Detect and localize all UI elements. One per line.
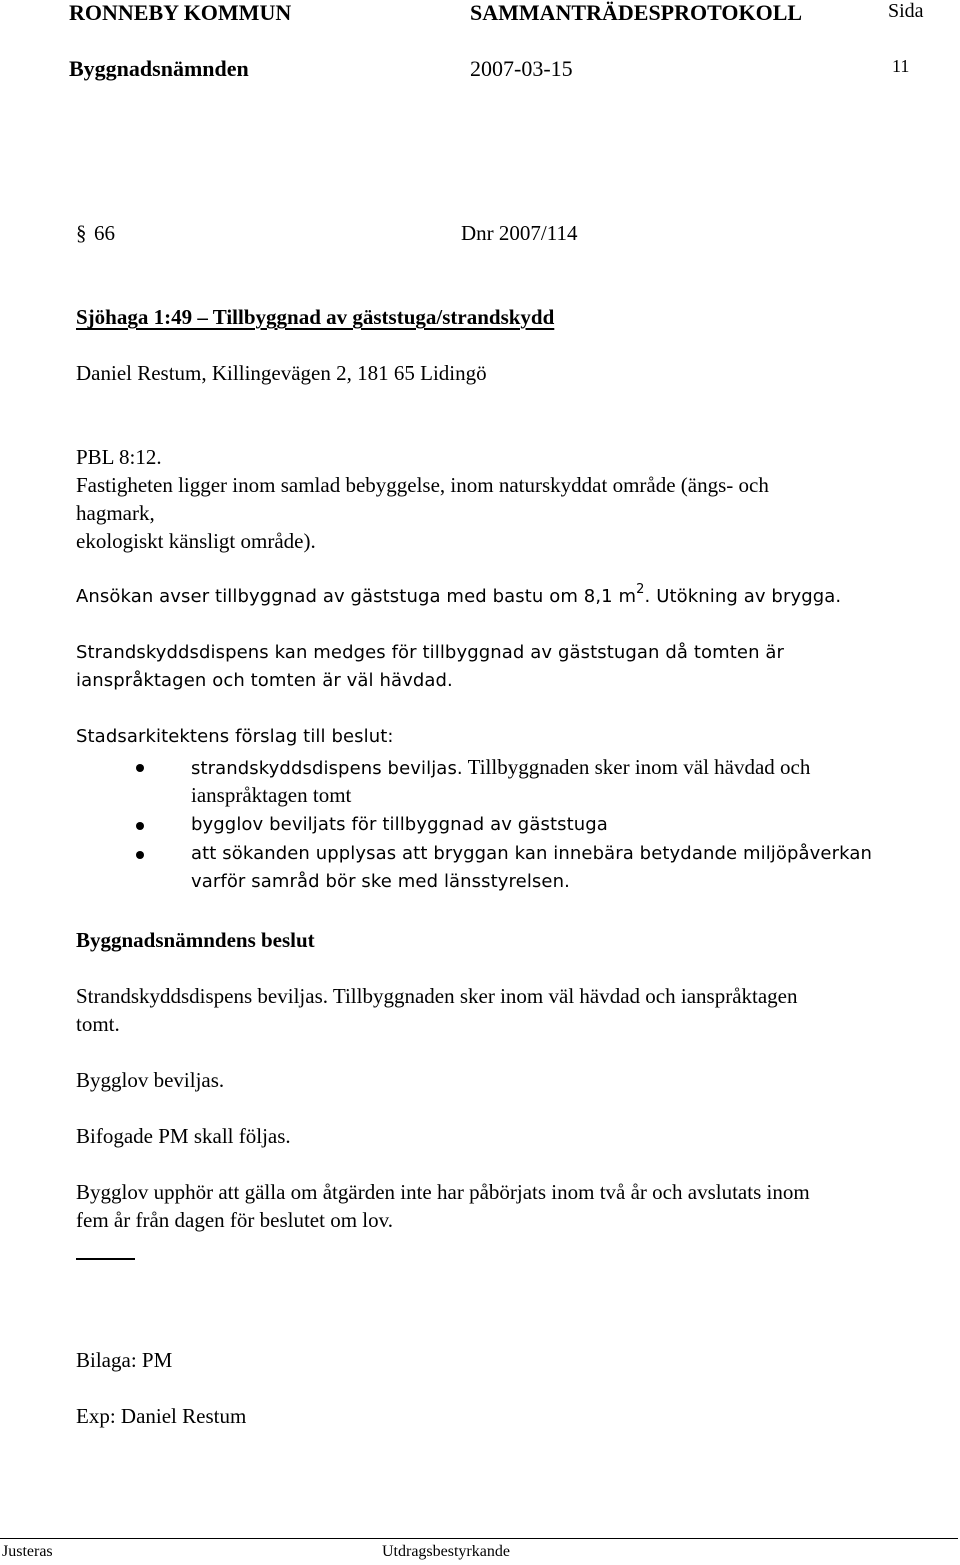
application-text-main: Ansökan avser tillbyggnad av gäststuga med bastu om 8,1 m: [76, 586, 637, 607]
bullet-item-1-serif: Tillbyggnaden sker inom väl hävdad och: [462, 755, 811, 779]
committee-name: Byggnadsnämnden: [69, 56, 249, 81]
property-description-line2: hagmark,: [76, 501, 155, 525]
bullet-item-1-line1: [191, 755, 810, 780]
page-label: Sida: [888, 0, 924, 22]
property-description-line1: Fastigheten ligger inom samlad bebyggelse, inom naturskyddat område (ängs- och: [76, 473, 769, 497]
section-symbol: §: [76, 221, 87, 245]
section-number: 66: [94, 221, 115, 245]
meeting-date: 2007-03-15: [470, 56, 573, 81]
application-text-extension: . Utökning av brygga.: [644, 586, 842, 607]
area-unit-superscript: 2: [636, 582, 645, 597]
pm-instruction: Bifogade PM skall följas.: [76, 1124, 291, 1148]
application-text: [76, 582, 842, 607]
proposal-heading: Stadsarkitektens förslag till beslut:: [76, 726, 394, 747]
bullet-item-1-sans: strandskyddsdispens beviljas.: [191, 758, 463, 779]
bullet-item-3-line2: varför samråd bör ske med länsstyrelsen.: [191, 871, 570, 892]
bullet-item-2: bygglov beviljats för tillbyggnad av gäststuga: [191, 814, 608, 835]
permit-expiry-line1: Bygglov upphör att gälla om åtgärden inte har påbörjats inom två år och avslutats inom: [76, 1180, 810, 1204]
decision-text-line2: tomt.: [76, 1012, 120, 1036]
dnr-number: Dnr 2007/114: [461, 221, 578, 245]
attachment-label: Bilaga: PM: [76, 1348, 173, 1372]
bullet-dot: [136, 764, 144, 772]
permit-granted: Bygglov beviljas.: [76, 1068, 225, 1092]
dispensation-text-line2: ianspråktagen och tomten är väl hävdad.: [76, 670, 453, 691]
property-description-line3: ekologiskt känsligt område).: [76, 529, 316, 553]
bullet-dot: [136, 851, 144, 859]
permit-expiry-line2: fem år från dagen för beslutet om lov.: [76, 1208, 394, 1232]
municipality-name: RONNEBY KOMMUN: [69, 0, 292, 25]
pbl-reference: PBL 8:12.: [76, 445, 162, 469]
bullet-item-1-line2: ianspråktagen tomt: [191, 783, 352, 807]
case-title: Sjöhaga 1:49 – Tillbyggnad av gäststuga/strandskydd: [76, 305, 555, 329]
applicant-address: Daniel Restum, Killingevägen 2, 181 65 Lidingö: [76, 361, 487, 385]
dispatch-label: Exp: Daniel Restum: [76, 1404, 247, 1428]
dispensation-text-line1: Strandskyddsdispens kan medges för tillbyggnad av gäststugan då tomten är: [76, 642, 785, 663]
footer-justeras: Justeras: [2, 1543, 53, 1560]
footer-utdragsbestyrkande: Utdragsbestyrkande: [382, 1543, 510, 1560]
document-type: SAMMANTRÄDESPROTOKOLL: [470, 0, 803, 25]
decision-heading: Byggnadsnämndens beslut: [76, 928, 315, 952]
footer-divider: [0, 1538, 958, 1539]
bullet-dot: [136, 822, 144, 830]
page-number: 11: [892, 56, 910, 76]
decision-text-line1: Strandskyddsdispens beviljas. Tillbyggnaden sker inom väl hävdad och ianspråktagen: [76, 984, 798, 1008]
separator-line: [76, 1258, 135, 1260]
bullet-item-3-line1: att sökanden upplysas att bryggan kan innebära betydande miljöpåverkan: [191, 843, 872, 864]
